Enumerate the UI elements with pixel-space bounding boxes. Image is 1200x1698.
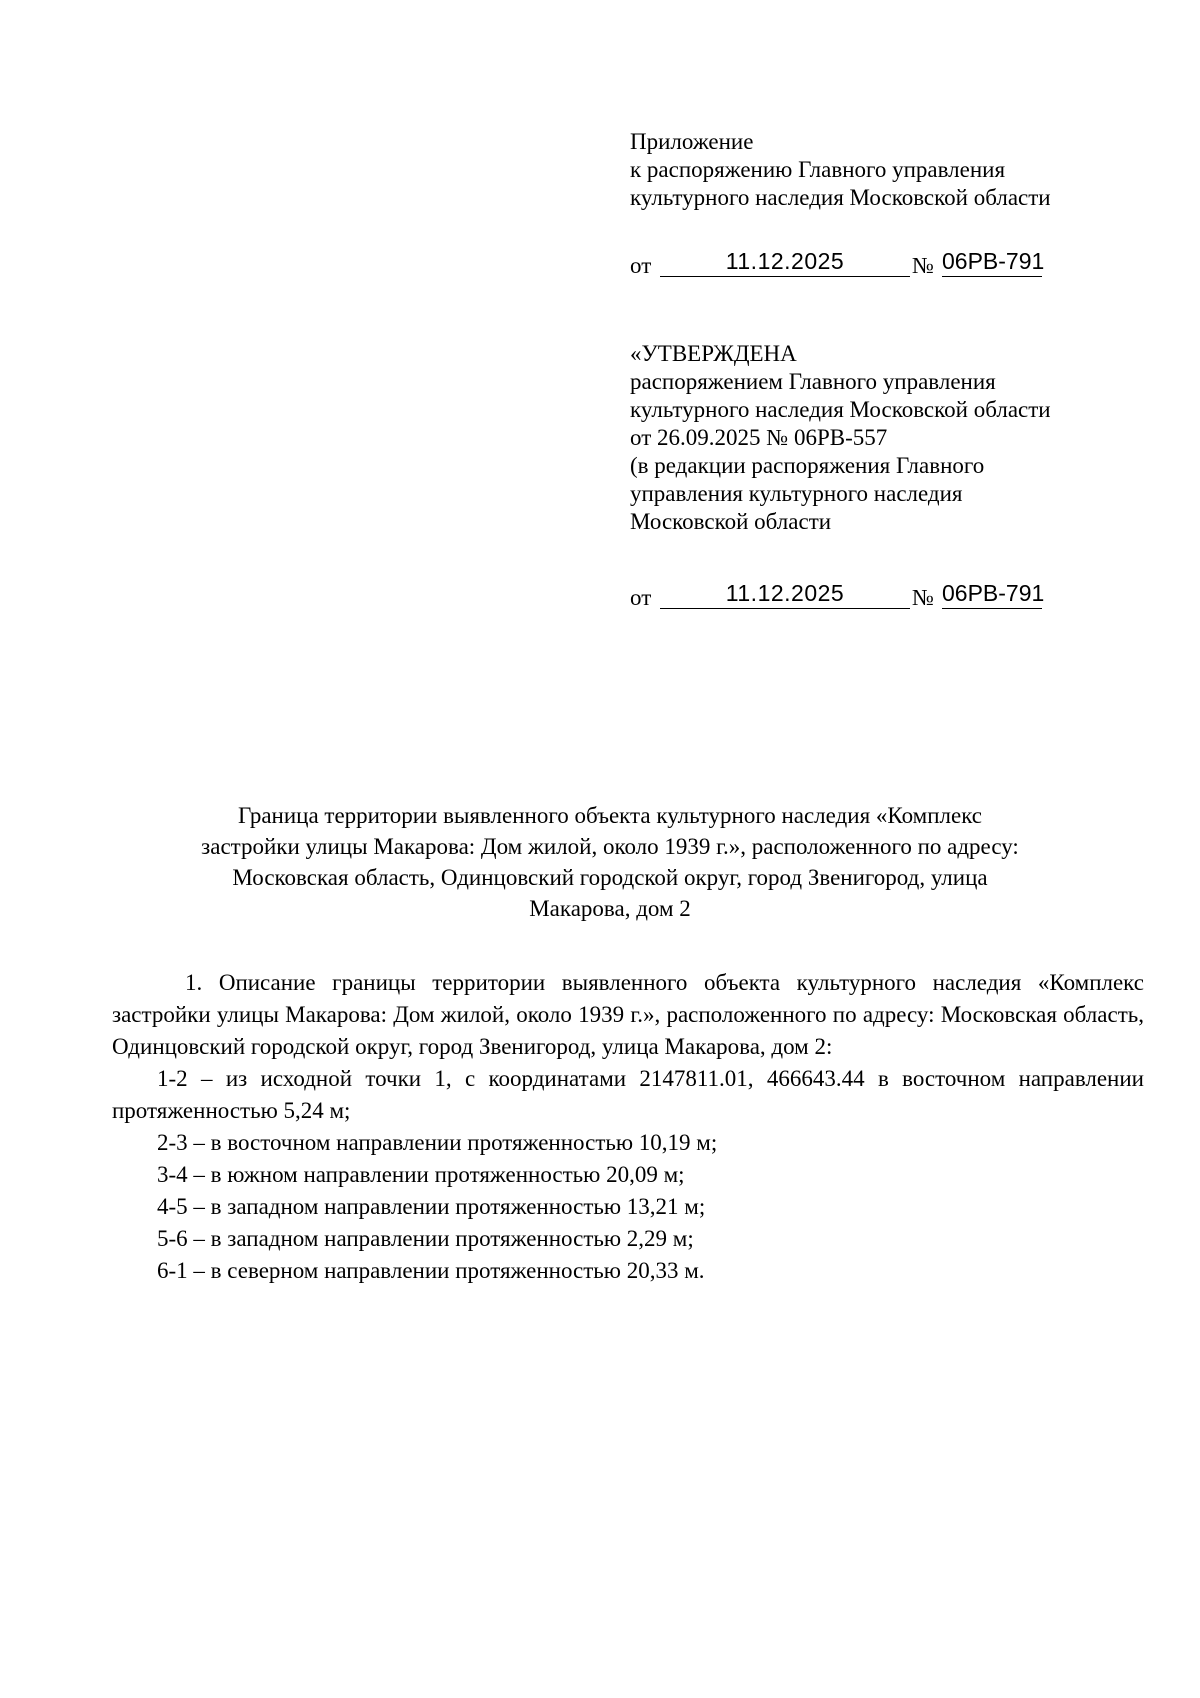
appendix-line: культурного наследия Московской области: [630, 185, 1051, 210]
appendix-line: Приложение: [630, 129, 754, 154]
registration-number-sign: №: [912, 585, 934, 610]
registration-line: [630, 246, 1090, 278]
document-body: [112, 967, 1144, 1287]
registration-number: 06РВ-791: [942, 246, 1042, 277]
registration-ot: от: [630, 585, 652, 610]
title-line: Московская область, Одинцовский городской округ, город Звенигород, улица: [232, 865, 988, 890]
title-line: застройки улицы Макарова: Дом жилой, около 1939 г.», расположенного по адресу:: [201, 834, 1019, 859]
segment-paragraph: 6-1 – в северном направлении протяженностью 20,33 м.: [157, 1258, 705, 1283]
approval-line: «УТВЕРЖДЕНА: [630, 341, 797, 366]
registration-line: [630, 578, 1090, 610]
intro-paragraph: 1. Описание границы территории выявленного объекта культурного наследия «Комплекс застройки улицы Макарова: Дом жилой, около 1939 г.», расположенного по адресу: Московская область, Одинцовский городской округ, город Звенигород, улица Макарова, дом 2:: [112, 970, 1144, 1059]
registration-date: 11.12.2025: [660, 246, 910, 277]
registration-number: 06РВ-791: [942, 578, 1042, 609]
approval-line: (в редакции распоряжения Главного: [630, 453, 985, 478]
approval-line: от 26.09.2025 № 06РВ-557: [630, 425, 888, 450]
segment-paragraph: 1-2 – из исходной точки 1, с координатами 2147811.01, 466643.44 в восточном направлении протяженностью 5,24 м;: [112, 1066, 1144, 1123]
segment-paragraph: 2-3 – в восточном направлении протяженностью 10,19 м;: [157, 1130, 718, 1155]
approval-line: Московской области: [630, 509, 832, 534]
registration-number-sign: №: [912, 253, 934, 278]
approval-block: [630, 340, 1150, 536]
appendix-line: к распоряжению Главного управления: [630, 157, 1006, 182]
registration-date: 11.12.2025: [660, 578, 910, 609]
registration-ot: от: [630, 253, 652, 278]
document-title: [110, 800, 1110, 924]
appendix-header: [630, 128, 1150, 212]
segment-paragraph: 5-6 – в западном направлении протяженностью 2,29 м;: [157, 1226, 694, 1251]
approval-line: культурного наследия Московской области: [630, 397, 1051, 422]
approval-line: распоряжением Главного управления: [630, 369, 996, 394]
title-line: Макарова, дом 2: [529, 896, 691, 921]
title-line: Граница территории выявленного объекта культурного наследия «Комплекс: [237, 803, 983, 828]
segment-paragraph: 4-5 – в западном направлении протяженностью 13,21 м;: [157, 1194, 706, 1219]
segment-paragraph: 3-4 – в южном направлении протяженностью 20,09 м;: [157, 1162, 685, 1187]
approval-line: управления культурного наследия: [630, 481, 963, 506]
